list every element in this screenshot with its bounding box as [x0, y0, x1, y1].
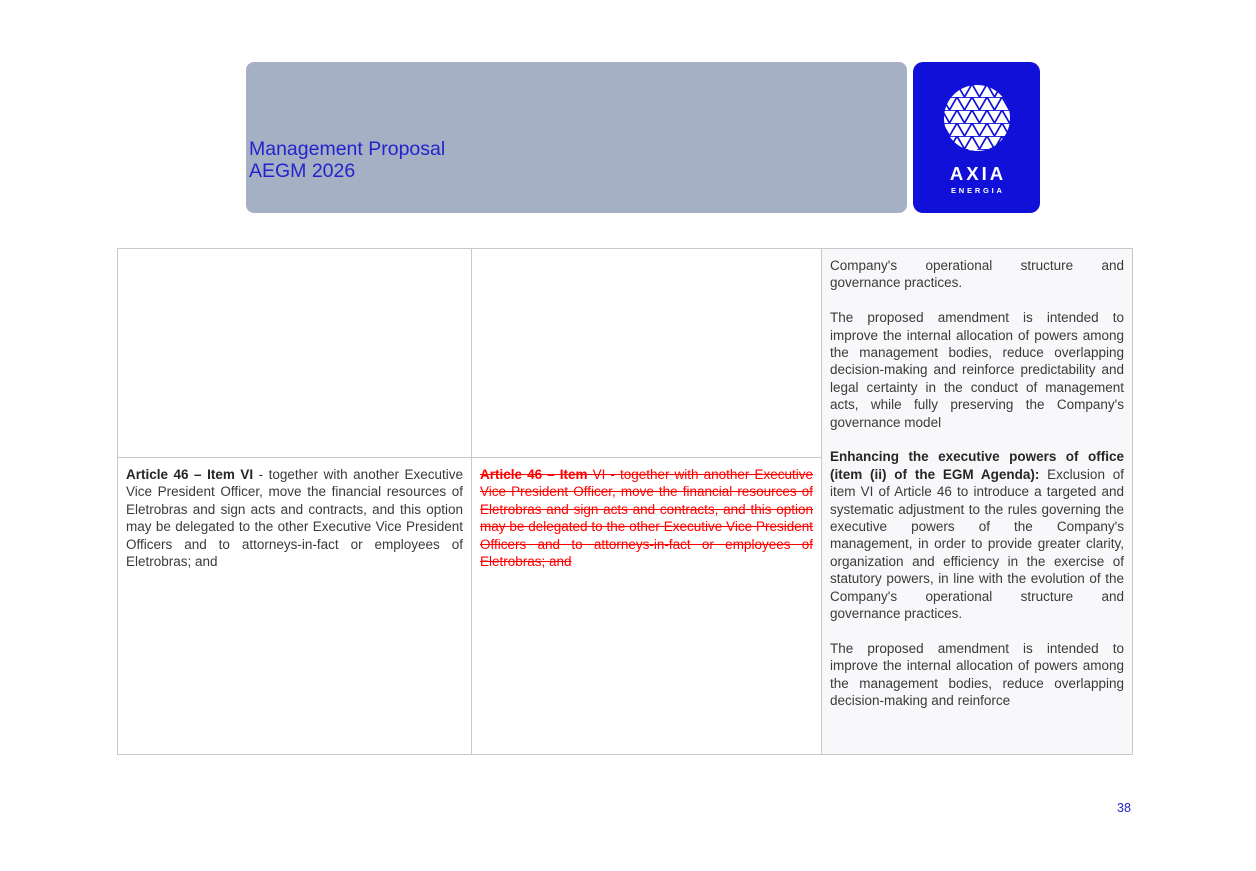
table-cell-marked-article-46	[472, 458, 822, 754]
company-logo-card	[913, 62, 1040, 213]
marked-article-46-body: VI - together with another Executive Vice President Officer, move the financial resources of Eletrobras and sign acts and contracts, and this option may be delegated to the other Executive Vice President Officers and to attorneys-in-fact or employees of Eletrobras; and	[480, 467, 813, 570]
justification-para-2: The proposed amendment is intended to improve the internal allocation of powers among the management bodies, reduce overlapping decision-making and reinforce predictability and legal certainty in the conduct of management acts, while fully preserving the Company's governance model	[830, 310, 1124, 430]
marked-article-46-lead: Article 46 – Item	[480, 467, 588, 482]
page-number: 38	[1117, 801, 1131, 815]
table-cell-justification	[822, 249, 1132, 754]
justification-para-3-body: Exclusion of item VI of Article 46 to introduce a targeted and systematic adjustment to the rules governing the executive powers of the Company's management, in order to provide greater clarity, organization and efficiency in the exercise of statutory powers, in line with the evolution of the Company's operational structure and governance practices.	[830, 466, 1124, 622]
table-cell-current-article-46	[118, 458, 472, 754]
strikethrough-text	[480, 467, 813, 569]
brand-subtitle: ENERGIA	[951, 186, 1005, 195]
header-banner	[246, 62, 907, 213]
brand-name: AXIA	[949, 163, 1007, 184]
document-title: Management Proposal	[249, 138, 446, 160]
geodesic-globe-icon	[942, 84, 1012, 156]
justification-para-1: Company's operational structure and governance practices.	[830, 258, 1124, 291]
justification-para-3	[830, 448, 1124, 622]
justification-para-4: The proposed amendment is intended to improve the internal allocation of powers among the management bodies, reduce overlapping decision-making and reinforce	[830, 640, 1124, 709]
table-cell-current-row1-empty	[118, 249, 472, 458]
current-article-46-body: - together with another Executive Vice President Officer, move the financial resources of Eletrobras and sign acts and contracts, and this option may be delegated to the other Executive Vice President Officers and to attorneys-in-fact or employees of Eletrobras; and	[126, 467, 463, 570]
marked-article-46-text	[480, 466, 813, 570]
table-cell-marked-row1-empty	[472, 249, 822, 458]
justification-para-3-lead: Enhancing the executive powers of office (item (ii) of the EGM Agenda):	[830, 449, 1124, 482]
document-title-block	[249, 138, 445, 182]
comparison-table	[117, 248, 1133, 755]
current-article-46-text	[126, 466, 463, 570]
document-subtitle: AEGM 2026	[249, 160, 356, 182]
current-article-46-lead: Article 46 – Item VI	[126, 467, 254, 482]
